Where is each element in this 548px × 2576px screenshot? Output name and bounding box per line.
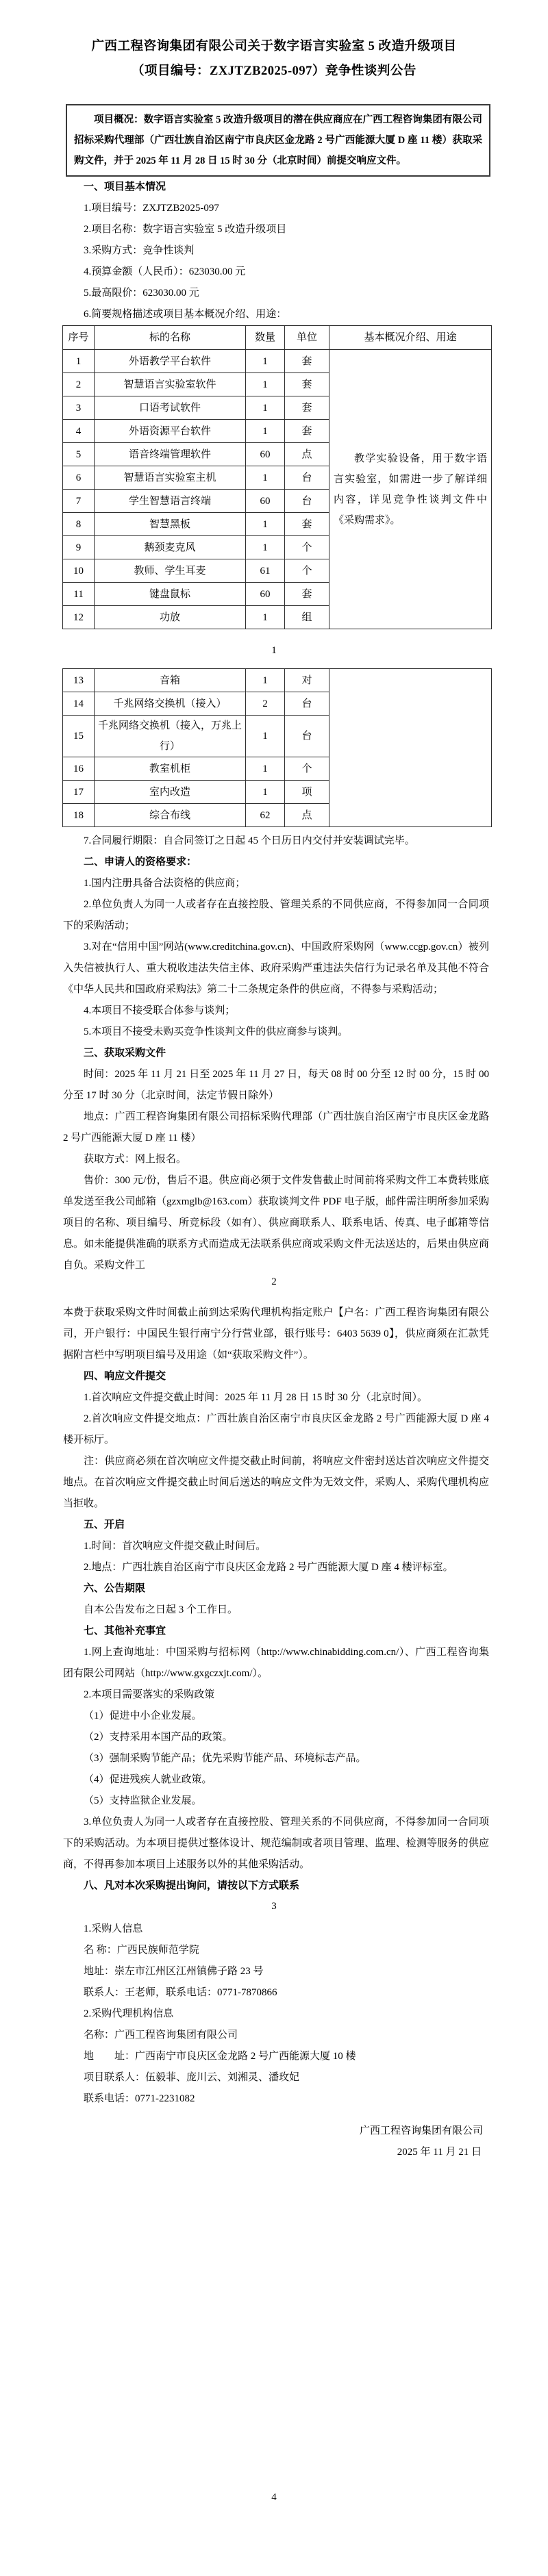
table-cell: 1	[246, 757, 285, 781]
purchaser-name: 名 称：广西民族师范学院	[84, 1945, 199, 1956]
table-cell: 教室机柜	[95, 757, 246, 781]
table-cell: 62	[246, 804, 285, 827]
table-cell: 套	[285, 420, 329, 443]
section-7-heading: 七、其他补充事宜	[84, 1626, 166, 1637]
section-8-heading: 八、凡对本次采购提出询问，请按以下方式联系	[84, 1880, 300, 1891]
table-cell: 对	[285, 669, 329, 692]
table-cell: 16	[63, 757, 95, 781]
table-cell: 8	[63, 513, 95, 536]
agency-info-label: 2.采购代理机构信息	[84, 2008, 174, 2019]
qualification-item: 3.对在“信用中国”网站(www.creditchina.gov.cn)、中国政府采购网（www.ccgp.gov.cn）被列入失信被执行人、重大税收违法失信主体、政府采购严重违法失信行为记录名单及其他不符合《中华人民共和国政府采购法》第二十二条规定条件的供应商，不得参与采购活动；	[63, 942, 489, 995]
page-3	[0, 1294, 548, 1917]
page-number-4: 4	[271, 2492, 277, 2503]
items-table-page1	[62, 325, 492, 629]
table-header-row	[63, 326, 492, 350]
table-cell: 60	[246, 490, 285, 513]
table-header-cell: 数量	[246, 326, 285, 350]
section-1-heading: 一、项目基本情况	[84, 181, 166, 192]
agency-contacts: 项目联系人：伍毅菲、庞川云、刘湘灵、潘玫妃	[84, 2072, 300, 2083]
agency-name: 名称：广西工程咨询集团有限公司	[84, 2030, 238, 2041]
spec-intro-label: 6.简要规格描述或项目基本概况介绍、用途：	[84, 309, 287, 320]
signature-company: 广西工程咨询集团有限公司	[359, 2125, 483, 2136]
obtain-place: 地点：广西工程咨询集团有限公司招标采购代理部（广西壮族自治区南宁市良庆区金龙路 2 号广西能源大厦 D 座 11 楼）	[63, 1111, 489, 1144]
related-supplier-rule: 3.单位负责人为同一人或者存在直接控股、管理关系的不同供应商，不得参加同一合同项下的采购活动。为本项目提供过整体设计、规范编制或者项目管理、监理、检测等服务的供应商，不得再参加本项目上述服务以外的其他采购活动。	[63, 1817, 489, 1870]
opening-time: 1.时间：首次响应文件提交截止时间后。	[84, 1541, 266, 1552]
table-cell: 1	[246, 669, 285, 692]
page-number-2: 2	[271, 1276, 277, 1287]
table-cell: 1	[246, 781, 285, 804]
document-price-continuation: 本费于获取采购文件时间截止前到达采购代理机构指定账户【户名：广西工程咨询集团有限公司，开户银行：中国民生银行南宁分行营业部，银行账号：6403 5639 0】，供应商须在汇款凭据附言栏中写明项目编号及用途（如“获取采购文件”）。	[63, 1307, 489, 1361]
opening-place: 2.地点：广西壮族自治区南宁市良庆区金龙路 2 号广西能源大厦 D 座 4 楼评标室。	[84, 1562, 453, 1573]
table-cell: 1	[246, 716, 285, 757]
table-cell: 18	[63, 804, 95, 827]
table-cell: 1	[246, 466, 285, 490]
submission-deadline: 1.首次响应文件提交截止时间：2025 年 11 月 28 日 15 时 30 分（北京时间）。	[84, 1392, 427, 1403]
page-number-3: 3	[271, 1901, 277, 1912]
table-cell: 15	[63, 716, 95, 757]
table-cell: 10	[63, 559, 95, 583]
table-cell: 外语教学平台软件	[95, 350, 246, 373]
page-1	[0, 0, 548, 661]
table-cell: 套	[285, 583, 329, 606]
qualification-item: 1.国内注册具备合法资格的供应商；	[84, 878, 246, 889]
purchaser-info-label: 1.采购人信息	[84, 1923, 143, 1934]
table-cell: 教师、学生耳麦	[95, 559, 246, 583]
table-cell: 60	[246, 443, 285, 466]
table-cell: 个	[285, 757, 329, 781]
project-number: 1.项目编号：ZXJTZB2025-097	[84, 203, 219, 214]
project-overview-box	[66, 104, 490, 177]
table-cell: 室内改造	[95, 781, 246, 804]
section-4-heading: 四、响应文件提交	[84, 1371, 166, 1382]
table-row	[63, 350, 492, 373]
obtain-method: 获取方式：网上报名。	[84, 1154, 187, 1165]
table-cell: 5	[63, 443, 95, 466]
table-cell: 3	[63, 396, 95, 420]
table-cell: 4	[63, 420, 95, 443]
table-cell: 台	[285, 692, 329, 716]
table-cell: 台	[285, 466, 329, 490]
section-3-heading: 三、获取采购文件	[84, 1048, 166, 1059]
table-summary-cell	[329, 669, 492, 827]
qualification-item: 2.单位负责人为同一人或者存在直接控股、管理关系的不同供应商，不得参加同一合同项下的采购活动；	[63, 899, 489, 931]
table-cell: 智慧语言实验室主机	[95, 466, 246, 490]
table-cell: 1	[63, 350, 95, 373]
table-cell: 2	[246, 692, 285, 716]
items-table-page2	[62, 668, 492, 827]
purchaser-address: 地址：崇左市江州区江州镇佛子路 23 号	[84, 1966, 264, 1977]
policy-item: （3）强制采购节能产品；优先采购节能产品、环境标志产品。	[84, 1753, 366, 1764]
policy-item: （1）促进中小企业发展。	[84, 1710, 202, 1721]
table-summary-text: 教学实验设备，用于数字语言实验室，如需进一步了解详细内容，详见竞争性谈判文件中《采购需求》。	[334, 453, 487, 526]
table-cell: 个	[285, 559, 329, 583]
budget-amount: 4.预算金额（人民币）：623030.00 元	[84, 266, 246, 277]
table-cell: 键盘鼠标	[95, 583, 246, 606]
page-4	[0, 1917, 548, 2576]
procurement-method: 3.采购方式：竞争性谈判	[84, 245, 195, 256]
table-cell: 口语考试软件	[95, 396, 246, 420]
title-line-2: （项目编号：ZXJTZB2025-097）竞争性谈判公告	[132, 64, 416, 78]
table-cell: 1	[246, 396, 285, 420]
submission-note: 注：供应商必须在首次响应文件提交截止时间前，将响应文件密封送达首次响应文件提交地点。在首次响应文件提交截止时间后送达的响应文件为无效文件，采购人、采购代理机构应当拒收。	[63, 1456, 489, 1509]
table-cell: 语音终端管理软件	[95, 443, 246, 466]
section-5-heading: 五、开启	[84, 1519, 125, 1530]
table-cell: 套	[285, 513, 329, 536]
announcement-period: 自本公告发布之日起 3 个工作日。	[84, 1604, 238, 1615]
table-cell: 1	[246, 350, 285, 373]
table-cell: 1	[246, 536, 285, 559]
title-line-1: 广西工程咨询集团有限公司关于数字语言实验室 5 改造升级项目	[91, 40, 457, 53]
contract-period: 7.合同履行期限：自合同签订之日起 45 个日历日内交付并安装调试完毕。	[84, 835, 415, 846]
table-cell: 套	[285, 350, 329, 373]
table-cell: 功放	[95, 606, 246, 629]
online-query-address: 1.网上查询地址：中国采购与招标网（http://www.chinabidding.com.cn/）、广西工程咨询集团有限公司网站（http://www.gxgczxjt.com/）。	[63, 1647, 489, 1679]
obtain-time: 时间：2025 年 11 月 21 日至 2025 年 11 月 27 日，每天 08 时 00 分至 12 时 00 分，15 时 00 分至 17 时 30 分（北京时间，法定节假日除外）	[63, 1069, 489, 1101]
table-cell: 11	[63, 583, 95, 606]
policy-item: （5）支持监狱企业发展。	[84, 1795, 202, 1806]
qualification-item: 4.本项目不接受联合体参与谈判；	[84, 1005, 236, 1016]
table-cell: 音箱	[95, 669, 246, 692]
table-cell: 1	[246, 606, 285, 629]
table-cell: 1	[246, 420, 285, 443]
section-6-heading: 六、公告期限	[84, 1583, 146, 1594]
table-cell: 智慧语言实验室软件	[95, 373, 246, 396]
table-cell: 1	[246, 513, 285, 536]
table-cell: 智慧黑板	[95, 513, 246, 536]
section-2-heading: 二、申请人的资格要求：	[84, 857, 197, 868]
page-number-1: 1	[271, 645, 277, 656]
table-cell: 61	[246, 559, 285, 583]
table-cell: 台	[285, 716, 329, 757]
table-cell: 1	[246, 373, 285, 396]
table-cell: 点	[285, 443, 329, 466]
table-cell: 组	[285, 606, 329, 629]
policy-item: （2）支持采用本国产品的政策。	[84, 1732, 233, 1743]
table-cell: 台	[285, 490, 329, 513]
table-cell: 13	[63, 669, 95, 692]
table-cell: 综合布线	[95, 804, 246, 827]
table-cell: 个	[285, 536, 329, 559]
signature-date: 2025 年 11 月 21 日	[397, 2147, 482, 2158]
policy-label: 2.本项目需要落实的采购政策	[84, 1689, 215, 1700]
purchaser-contact: 联系人：王老师，联系电话：0771-7870866	[84, 1987, 277, 1998]
page-title	[0, 34, 548, 84]
page-2	[0, 661, 548, 1294]
table-cell: 外语资源平台软件	[95, 420, 246, 443]
table-header-cell: 单位	[285, 326, 329, 350]
table-cell: 2	[63, 373, 95, 396]
table-cell: 鹅颈麦克风	[95, 536, 246, 559]
table-cell: 7	[63, 490, 95, 513]
table-cell: 9	[63, 536, 95, 559]
agency-phone: 联系电话：0771-2231082	[84, 2093, 195, 2104]
table-cell: 套	[285, 373, 329, 396]
table-header-cell: 基本概况介绍、用途	[329, 326, 492, 350]
table-cell: 14	[63, 692, 95, 716]
document-price: 售价：300 元/份，售后不退。供应商必须于文件发售截止时间前将采购文件工本费转账底单发送至我公司邮箱（gzxmglb@163.com）获取谈判文件 PDF 电子版，邮件需注明所参加采购项目的名称、项目编号、所竞标段（如有）、供应商联系人、联系电话、传真、电子邮箱等信息。如未能提供准确的联系方式而造成无法联系供应商或采购文件无法送达的，后果由供应商自负。采购文件工	[63, 1175, 489, 1271]
table-row	[63, 669, 492, 692]
table-header-cell: 标的名称	[95, 326, 246, 350]
table-cell: 千兆网络交换机（接入，万兆上行）	[95, 716, 246, 757]
table-header-cell: 序号	[63, 326, 95, 350]
table-cell: 60	[246, 583, 285, 606]
table-cell: 项	[285, 781, 329, 804]
submission-place: 2.首次响应文件提交地点：广西壮族自治区南宁市良庆区金龙路 2 号广西能源大厦 D 座 4 楼开标厅。	[63, 1413, 489, 1445]
table-cell: 套	[285, 396, 329, 420]
table-cell: 学生智慧语言终端	[95, 490, 246, 513]
agency-address: 地 址：广西南宁市良庆区金龙路 2 号广西能源大厦 10 楼	[84, 2051, 356, 2062]
table-summary-cell	[329, 350, 492, 629]
max-price-limit: 5.最高限价：623030.00 元	[84, 288, 199, 299]
table-cell: 点	[285, 804, 329, 827]
project-name: 2.项目名称：数字语言实验室 5 改造升级项目	[84, 224, 287, 235]
table-cell: 12	[63, 606, 95, 629]
qualification-item: 5.本项目不接受未购买竞争性谈判文件的供应商参与谈判。	[84, 1026, 349, 1037]
table-cell: 千兆网络交换机（接入）	[95, 692, 246, 716]
project-overview-text: 项目概况：数字语言实验室 5 改造升级项目的潜在供应商应在广西工程咨询集团有限公司招标采购代理部（广西壮族自治区南宁市良庆区金龙路 2 号广西能源大厦 D 座 11 楼）获取采购文件，并于 2025 年 11 月 28 日 15 时 30 分（北京时间）前提交响应文件。	[74, 114, 482, 166]
table-cell: 17	[63, 781, 95, 804]
policy-item: （4）促进残疾人就业政策。	[84, 1774, 212, 1785]
table-cell: 6	[63, 466, 95, 490]
